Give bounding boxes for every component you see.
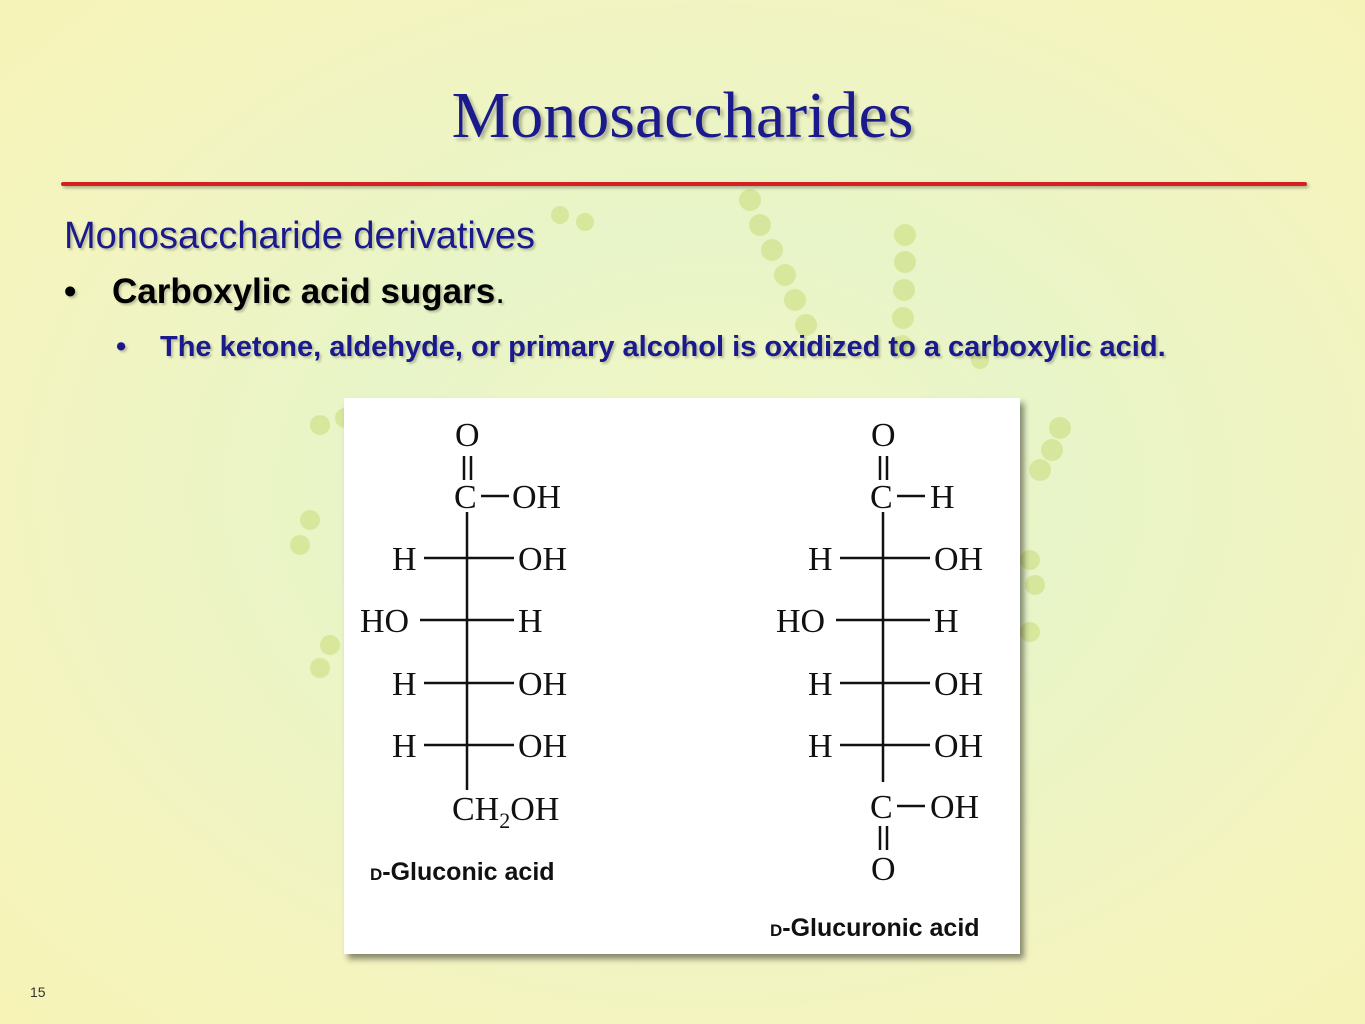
glucuronic-row2-right: H xyxy=(934,603,959,640)
glucuronic-bottom-carbon: C xyxy=(870,789,893,826)
glucuronic-bottom-oxygen: O xyxy=(871,851,896,888)
bullet-level-1 xyxy=(64,272,505,312)
glucuronic-row4-right: OH xyxy=(934,728,984,765)
glucuronic-row1-left: H xyxy=(808,541,833,578)
gluconic-row4-right: OH xyxy=(518,728,568,765)
bullet-1-period: . xyxy=(495,272,505,311)
title-divider xyxy=(61,182,1307,186)
bullet-2-text: The ketone, aldehyde, or primary alcohol is oxidized to a carboxylic acid. xyxy=(160,331,1166,363)
structure-figure xyxy=(344,398,1020,954)
gluconic-row4-left: H xyxy=(392,728,417,765)
bullet-glyph: • xyxy=(64,272,77,311)
gluconic-row3-right: OH xyxy=(518,666,568,703)
gluconic-terminal-group: $CH_2OH$ xyxy=(452,791,560,833)
glucuronic-bottom-substituent: OH xyxy=(930,789,980,826)
bullet-level-2 xyxy=(116,331,1276,364)
glucuronic-acid-structure xyxy=(776,417,983,888)
glucuronic-carbonyl-carbon: C xyxy=(870,479,893,516)
bullet-1-text: Carboxylic acid sugars xyxy=(112,272,496,311)
gluconic-carbonyl-substituent: OH xyxy=(512,479,562,516)
glucuronic-acid-caption: D-Glucuronic acid xyxy=(770,914,980,942)
glucuronic-row3-right: OH xyxy=(934,666,984,703)
glucuronic-row4-left: H xyxy=(808,728,833,765)
slide-title: Monosaccharides xyxy=(451,79,914,152)
slide-number: 15 xyxy=(30,984,46,1000)
glucuronic-row1-right: OH xyxy=(934,541,984,578)
glucuronic-row2-left: HO xyxy=(776,603,826,640)
gluconic-row3-left: H xyxy=(392,666,417,703)
gluconic-acid-caption: D-Gluconic acid xyxy=(370,858,555,886)
gluconic-top-oxygen: O xyxy=(455,417,480,454)
gluconic-row1-right: OH xyxy=(518,541,568,578)
section-heading: Monosaccharide derivatives xyxy=(64,215,536,257)
glucuronic-row3-left: H xyxy=(808,666,833,703)
glucuronic-top-oxygen: O xyxy=(871,417,896,454)
gluconic-carbonyl-carbon: C xyxy=(454,479,477,516)
gluconic-acid-structure xyxy=(360,417,567,833)
gluconic-row1-left: H xyxy=(392,541,417,578)
glucuronic-carbonyl-substituent: H xyxy=(930,479,955,516)
gluconic-row2-right: H xyxy=(518,603,543,640)
gluconic-row2-left: HO xyxy=(360,603,410,640)
bullet-glyph: • xyxy=(116,331,127,363)
